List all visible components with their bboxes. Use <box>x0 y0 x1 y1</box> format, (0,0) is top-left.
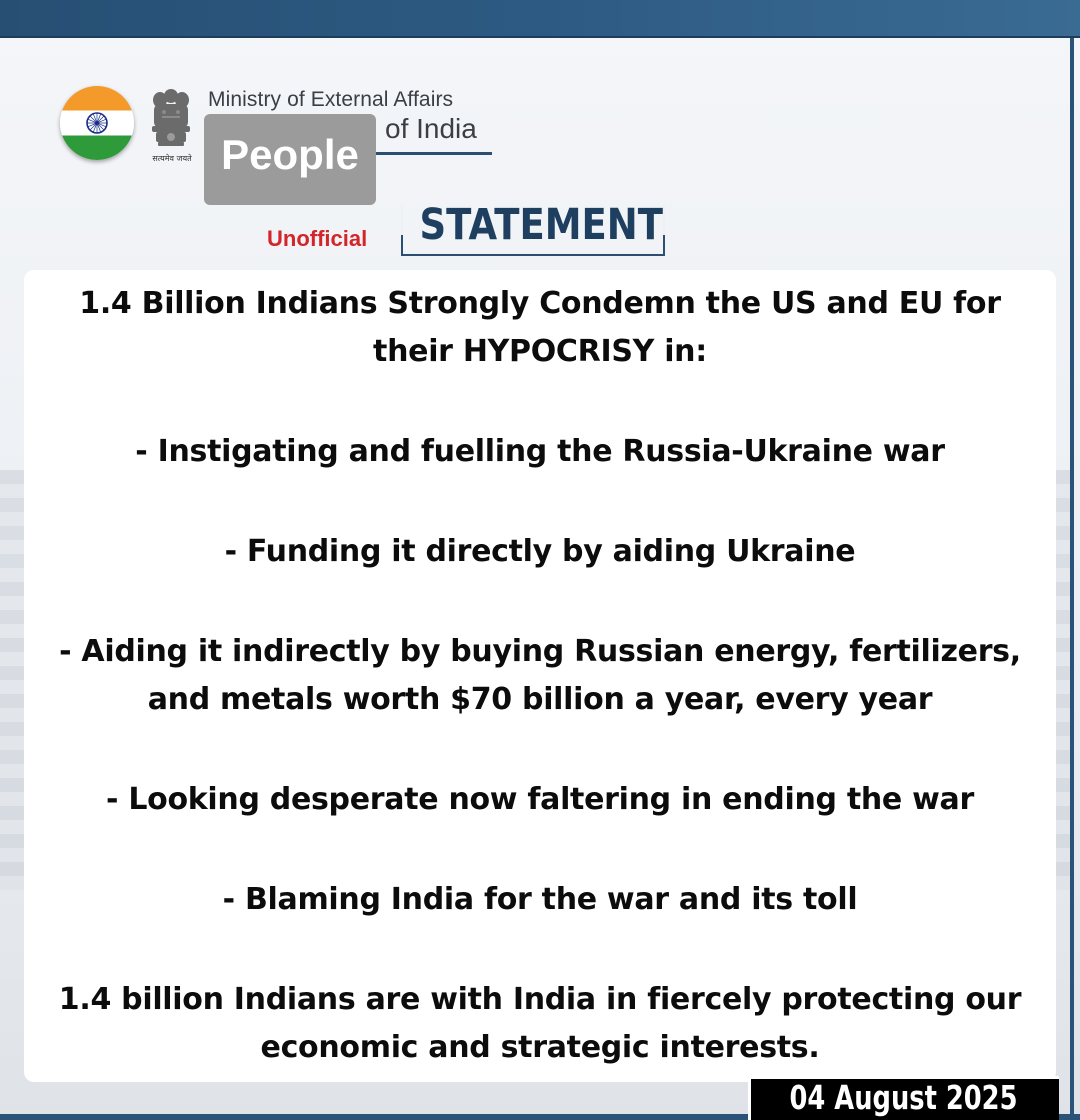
statement-body <box>24 280 1056 1072</box>
point-item: - Aiding it indirectly by buying Russian energy, fertilizers, <box>59 634 1021 669</box>
right-frame-border <box>1070 38 1074 1120</box>
point-item: - Blaming India for the war and its toll <box>222 882 858 917</box>
unofficial-label: Unofficial <box>267 226 368 251</box>
closing-line: 1.4 billion Indians are with India in fiercely protecting our <box>58 982 1022 1017</box>
ministry-name: Ministry of External Affairs <box>208 88 454 111</box>
ministry-country: of India <box>385 113 477 144</box>
people-overlay-label: People <box>221 131 359 178</box>
intro-line: their HYPOCRISY in: <box>373 334 707 369</box>
point-item: - Instigating and fuelling the Russia-Ukraine war <box>135 434 945 469</box>
emblem-motto: सत्यमेव जयते <box>152 154 192 163</box>
closing-line: economic and strategic interests. <box>260 1030 820 1065</box>
india-flag-icon <box>60 86 134 160</box>
intro-line: 1.4 Billion Indians Strongly Condemn the US and EU for <box>79 286 1001 321</box>
top-banner-bar <box>0 0 1080 38</box>
point-item: - Funding it directly by aiding Ukraine <box>224 534 856 569</box>
point-item: - Looking desperate now faltering in ending the war <box>106 782 974 817</box>
point-item-continued: and metals worth $70 billion a year, every year <box>147 682 933 717</box>
statement-title: STATEMENT <box>419 200 663 250</box>
date-text: 04 August 2025 <box>789 1078 1018 1117</box>
